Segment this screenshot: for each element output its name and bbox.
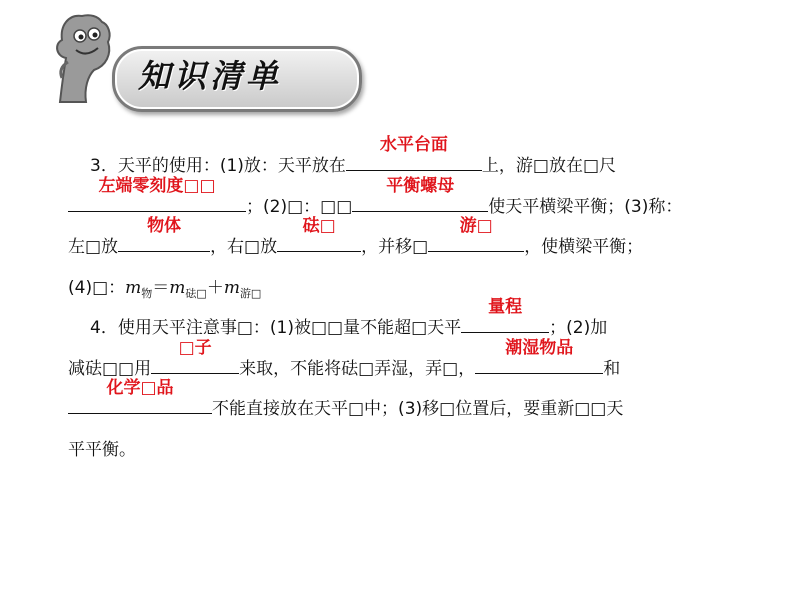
text-segment: 来取，不能将砝□弄湿，弄□， [239,358,476,379]
answer-text: 砝□ [302,216,336,236]
answer-blank [151,337,239,374]
answer-text: 潮湿物品 [505,337,574,358]
text-segment: 减砝□□用 [68,358,152,379]
text-segment: 不能直接放在天平□中；(3)移□位置后，要重新□□天 [212,399,624,419]
answer-blank [352,175,488,212]
text-segment: ，并移□ [361,237,429,257]
text-segment: 上，游□放在□尺 [481,156,617,176]
subscript: 砝□ [185,286,207,300]
text-segment: 4．使用天平注意事□：(1)被□□量不能超□天平 [90,318,462,338]
answer-blank [277,216,361,252]
text-segment: 左□放 [68,237,119,257]
mass-symbol: m [125,277,142,298]
answer-blank [461,297,549,333]
item3-formula [68,268,758,309]
section-header [50,8,320,108]
answer-text: 化学□品 [106,378,174,398]
answer-text: 游□ [459,216,493,236]
text-segment: 3．天平的使用：(1)放：天平放在 [90,156,346,176]
answer-text: 水平台面 [379,135,448,155]
answer-blank [428,216,524,252]
answer-blank [68,175,246,212]
answer-blank [475,337,603,374]
text-segment: 和 [603,358,621,379]
text-segment: 平平衡。 [68,439,136,460]
text-segment: 使天平横梁平衡；(3)称： [488,196,683,217]
answer-text: 左端零刻度□□ [98,175,216,196]
text-segment: ，右□放 [210,237,278,257]
answer-text: 量程 [488,297,523,317]
text-segment: (4)□： [68,277,126,298]
answer-text: □子 [178,337,212,358]
equals-sign: ＝ [152,277,170,298]
answer-blank [68,378,212,414]
item4-line3 [68,378,758,430]
answer-blank [118,216,210,252]
knowledge-content [68,135,758,470]
item4-line4 [68,430,758,471]
answer-text: 平衡螺母 [386,175,455,196]
subscript: 游□ [239,286,262,300]
text-segment: ，使横梁平衡； [524,237,644,257]
mass-symbol: m [223,277,240,298]
text-segment: ；(2)加 [549,318,608,338]
mass-symbol: m [169,277,186,298]
plus-sign: ＋ [206,277,224,298]
subscript: 物 [141,286,153,300]
text-segment: ；(2)□：□□ [246,196,353,217]
section-title: 知识清单 [138,57,283,95]
answer-blank [346,135,482,171]
item3-line3 [68,216,758,268]
answer-text: 物体 [147,216,182,236]
